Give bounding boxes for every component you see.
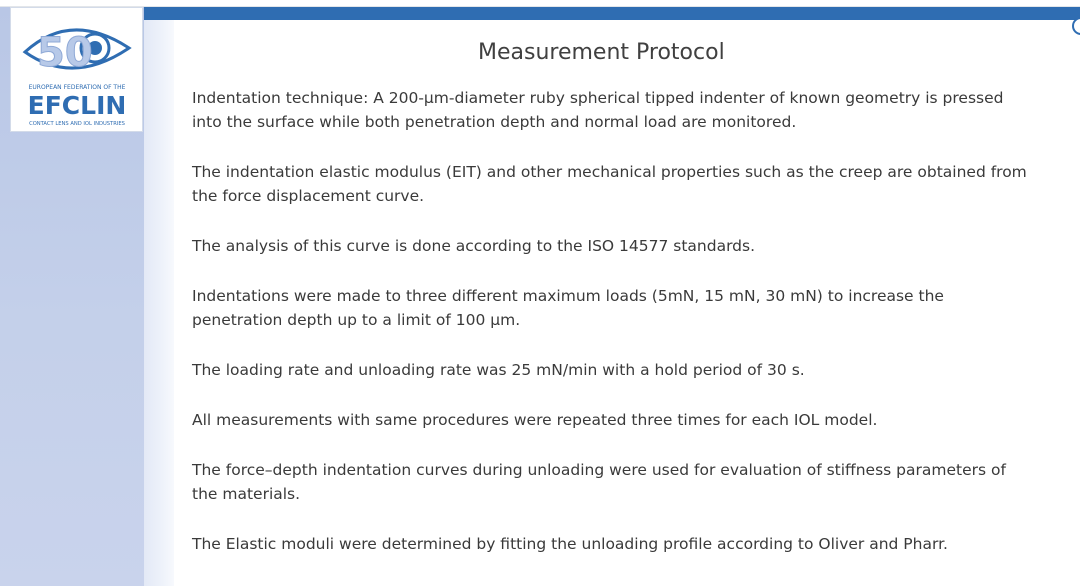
paragraph-repetitions: All measurements with same procedures were repeated three times for each IOL model. [192,411,878,429]
paragraph-loading-rate: The loading rate and unloading rate was 25 mN/min with a hold period of 30 s. [192,361,805,379]
logo-brand: EFCLIN [27,91,127,120]
paragraph-maximum-loads: Indentations were made to three different maximum loads (5mN, 15 mN, 30 mN) to increase the penetration depth up to a limit of 100 µm. [192,287,944,329]
paragraph-oliver-pharr: The Elastic moduli were determined by fitting the unloading profile according to Oliver and Pharr. [192,535,948,553]
paragraph-unloading-curves: The force–depth indentation curves during unloading were used for evaluation of stiffness parameters of the materials. [192,461,1006,503]
slide-edge-strip [144,20,174,586]
logo-number: 50 [37,30,93,76]
paragraph-iso-standard: The analysis of this curve is done according to the ISO 14577 standards. [192,237,756,255]
paragraph-indentation-technique: Indentation technique: A 200-µm-diameter ruby spherical tipped indenter of known geometry is pressed into the surface while both penetration depth and normal load are monitored. [192,89,1004,131]
efclin-logo [10,7,143,132]
eye-50-logo-icon [11,8,144,133]
header-stripe [144,7,1080,20]
logo-federation-text: EUROPEAN FEDERATION OF THE [28,84,126,91]
logo-tagline: CONTACT LENS AND IOL INDUSTRIES [29,121,125,127]
top-bar [0,0,1080,7]
slide-body [192,86,1032,556]
slide-title: Measurement Protocol [478,40,725,65]
paragraph-elastic-modulus: The indentation elastic modulus (EIT) and other mechanical properties such as the creep are obtained from the force displacement curve. [192,163,1027,205]
